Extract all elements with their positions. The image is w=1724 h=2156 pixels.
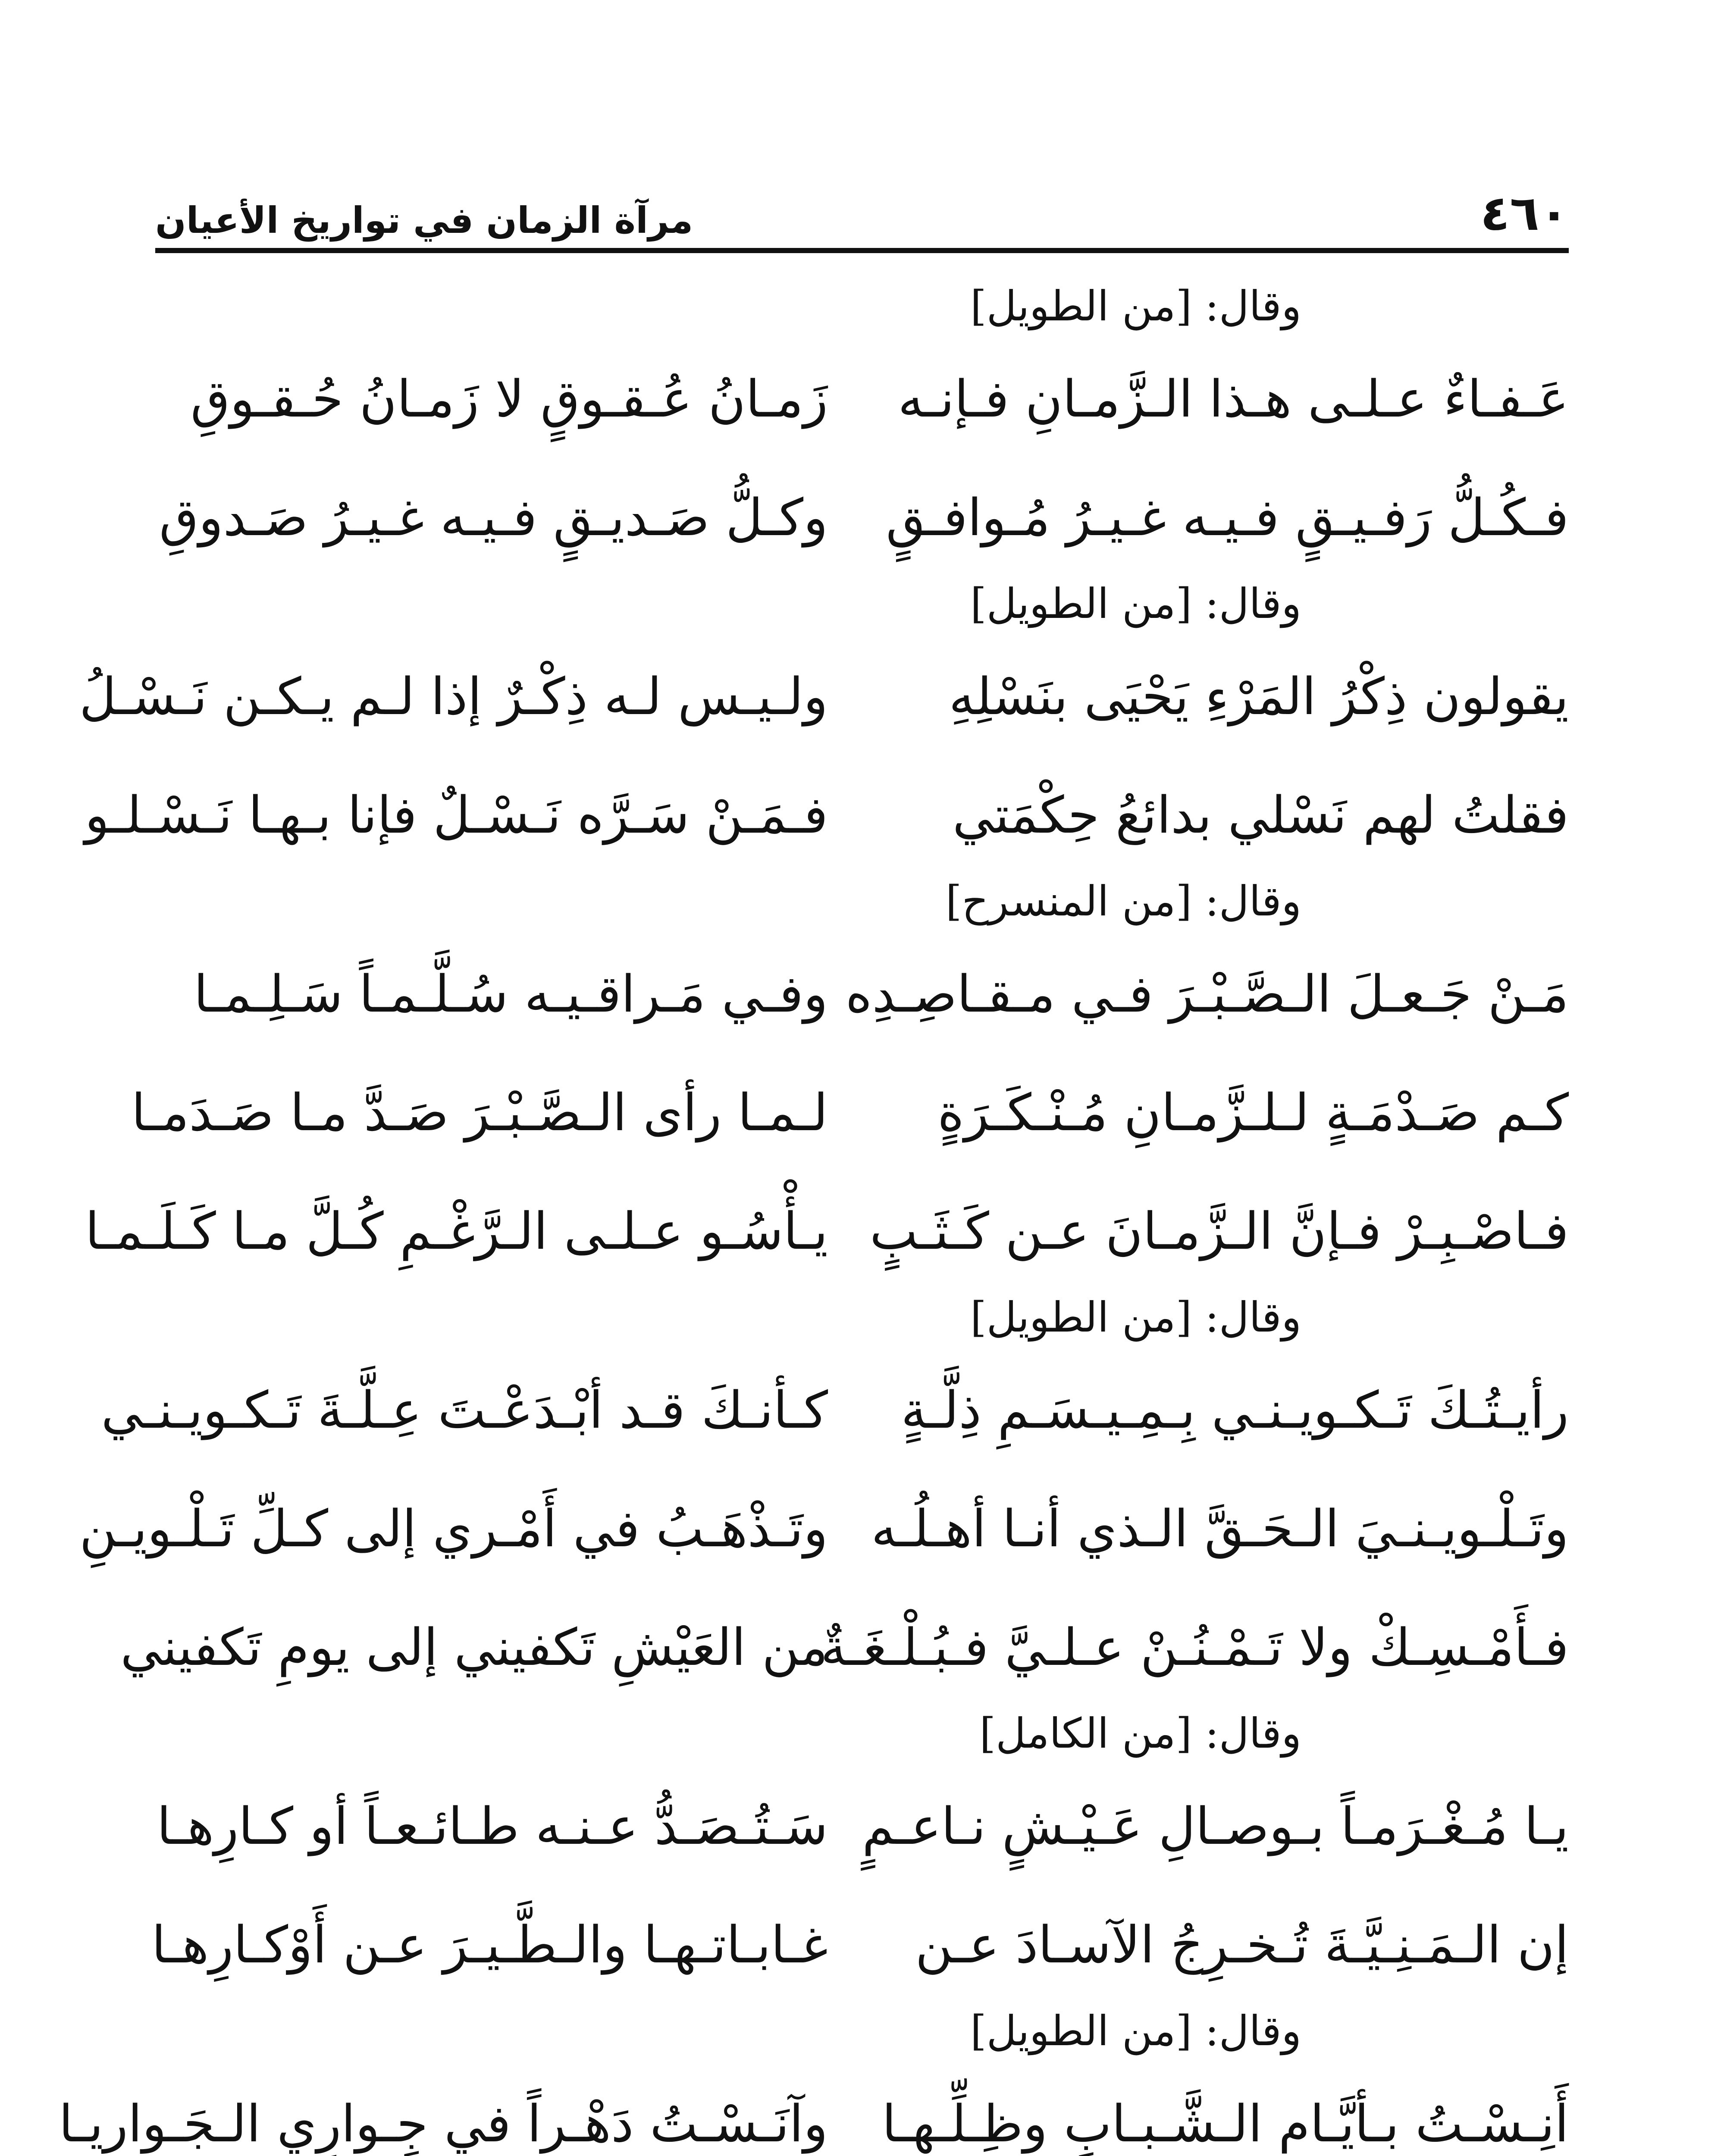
poem-section — [59, 2001, 1569, 2156]
verse-line — [151, 1889, 1569, 2001]
verse-first-hemistich: أَنِـسْـتُ بـأيَّـامِ الـشَّـبـابِ وظِـلِّـهـا — [882, 2094, 1569, 2153]
verse-first-hemistich: إن الـمَـنِـيَّـةَ تُـخـرِجُ الآسـادَ عـن — [915, 1915, 1569, 1974]
verse-second-hemistich: ولـيـس لـه ذِكْـرٌ إذا لـم يـكـن نَـسْـلُ — [79, 667, 828, 726]
verse-second-hemistich: غـابـاتـهـا والـطَّـيـرَ عـن أَوْكـارِهـا — [151, 1915, 828, 1974]
page-number: ٤٦٠ — [1480, 185, 1569, 241]
verse-first-hemistich: مَـنْ جَـعـلَ الـصَّـبْـرَ فـي مـقـاصِـدِه — [845, 964, 1569, 1024]
poem-content — [59, 276, 1569, 2156]
verse-line — [155, 461, 1569, 573]
section-intro: وقال: [من الطويل] — [970, 580, 1301, 628]
verse-first-hemistich: فقلتُ لهم نَسْلي بدائعُ حِكْمَتي — [953, 785, 1569, 845]
verse-second-hemistich: وآنَـسْـتُ دَهْـراً في جِـوارِي الـجَـواريـا — [59, 2094, 828, 2153]
verse-line — [131, 1056, 1569, 1169]
poem-section — [79, 573, 1569, 871]
verse-second-hemistich: وكـلُّ صَـديـقٍ فـيـه غـيـرُ صَـدوقِ — [159, 488, 828, 547]
poem-section — [155, 276, 1569, 573]
verse-second-hemistich: وتَـذْهَـبُ في أَمْـري إلى كـلِّ تَـلْـويـنِ — [79, 1499, 828, 1558]
verse-line — [85, 759, 1569, 871]
verse-first-hemistich: وتَـلْـويـنـيَ الـحَـقَّ الـذي أنـا أهـلُـه — [871, 1499, 1569, 1558]
verse-second-hemistich: كـأنـكَ قـد أبْـدَعْـتَ عِـلَّـةَ تَـكـويـنـي — [101, 1380, 828, 1440]
verse-second-hemistich: فـمَـنْ سَـرَّه نَـسْـلٌ فإنا بـهـا نَـسْـلـو — [85, 785, 828, 845]
poem-section — [85, 871, 1569, 1287]
verse-line — [120, 1591, 1569, 1703]
verse-second-hemistich: من العَيْشِ تَكفيني إلى يومِ تَكفيني — [120, 1617, 828, 1677]
verse-line — [85, 1175, 1569, 1287]
poem-section — [79, 1287, 1569, 1703]
verse-first-hemistich: عَـفـاءٌ عـلـى هـذا الـزَّمـانِ فـإنـه — [898, 369, 1569, 429]
header-rule — [155, 248, 1569, 253]
verse-second-hemistich: زَمـانُ عُـقـوقٍ لا زَمـانُ حُـقـوقِ — [190, 369, 828, 429]
section-intro: وقال: [من الطويل] — [970, 2007, 1301, 2055]
poem-section — [151, 1703, 1569, 2001]
page-header — [155, 164, 1569, 241]
verse-second-hemistich: يـأْسُـو عـلـى الـرَّغْـمِ كُـلَّ مـا كَـلَـمـا — [85, 1201, 828, 1261]
verse-first-hemistich: يـا مُـغْـرَمـاً بـوصـالِ عَـيْـشٍ نـاعـمٍ — [862, 1796, 1569, 1856]
section-intro: وقال: [من الطويل] — [970, 1293, 1301, 1341]
verse-first-hemistich: رأيـتُـكَ تَـكـويـنـي بِـمِـيـسَـمِ ذِلَّـةٍ — [901, 1380, 1569, 1440]
section-intro: وقال: [من الطويل] — [970, 282, 1301, 330]
verse-line — [155, 1770, 1569, 1882]
section-intro: وقال: [من المنسرح] — [946, 877, 1301, 925]
verse-second-hemistich: لـمـا رأى الـصَّـبْـرَ صَـدَّ مـا صَـدَمـا — [131, 1083, 828, 1142]
verse-line — [59, 2068, 1569, 2156]
verse-line — [79, 1473, 1569, 1585]
verse-line — [79, 640, 1569, 752]
verse-line — [155, 938, 1569, 1050]
verse-first-hemistich: فـأَمْـسِـكْ ولا تَـمْـنُـنْ عـلـيَّ فـبُـلْـغَـةٌ — [820, 1617, 1569, 1677]
verse-line — [155, 343, 1569, 455]
verse-second-hemistich: سَـتُـصَـدُّ عـنـه طـائـعـاً أو كـارِهـا — [157, 1796, 828, 1856]
section-intro: وقال: [من الكامل] — [979, 1709, 1301, 1758]
running-title: مرآة الزمان في تواريخ الأعيان — [155, 199, 693, 241]
verse-first-hemistich: كـم صَـدْمَـةٍ لـلـزَّمـانِ مُـنْـكَـرَةٍ — [937, 1083, 1569, 1142]
verse-first-hemistich: يقولون ذِكْرُ المَرْءِ يَحْيَى بنَسْلِهِ — [949, 667, 1569, 726]
verse-first-hemistich: فـكُـلُّ رَفـيـقٍ فـيـه غـيـرُ مُـوافـقٍ — [886, 488, 1569, 547]
verse-line — [101, 1354, 1569, 1466]
verse-first-hemistich: فـاصْـبِـرْ فـإنَّ الـزَّمـانَ عـن كَـثَـبٍ — [869, 1201, 1569, 1261]
verse-second-hemistich: وفـي مَـراقـيـه سُـلَّـمـاً سَـلِـمـا — [194, 964, 828, 1024]
